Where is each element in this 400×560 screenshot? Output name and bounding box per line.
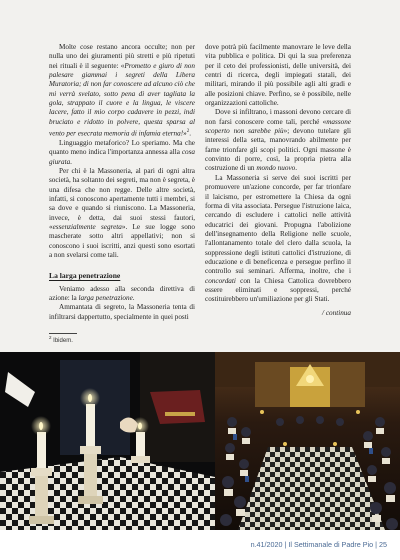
continued-marker: / continua xyxy=(322,308,351,317)
article-column-right xyxy=(205,43,351,318)
text-run: Ammantata di segreto, la Massoneria tenta di infiltrarsi dappertutto, specialmente in quei posti xyxy=(49,303,195,321)
paragraph-penetration-intro xyxy=(49,285,195,304)
italic-text: Prometto e giuro di non palesare giammai i segreti della Libera Muratoria; di non far conoscere ad alcuno ciò che mi verrà svelato, sotto pena di aver tagliata la gola, strappato il cuore e la lingua, le viscere lacere, fatto il mio corpo cadavere in pezzi, indi bruciato e ridotto in polvere, questa sparsa al vento per esecrata memoria di infamia eterna! xyxy=(49,61,195,138)
candles-photo xyxy=(0,352,215,530)
italic-text: larga penetrazione xyxy=(78,293,133,302)
text-run: Per chi è la Massoneria, al pari di ogni altra società, ha soltanto dei segreti, ma non è segreta, è una difesa che non regge. Delle altre società, infatti, si conoscono apertamente tutti i membri, si sa dove e quando si riuniscono. La Massoneria, invece, è detta, dai suoi stessi fautori, « xyxy=(49,166,195,231)
italic-text: mondo nuovo xyxy=(256,164,296,173)
text-run: dove potrà più facilmente manovrare le leve della vita pubblica e politica. Di qui la sua preferenza per il ceto dei professionisti, delle università, dei centri di ricerca, degli impiegati statali, dei militari, mirando il più possibile agli alti gradi e alle posizioni chiave. Perfino, se è possibile, nelle organizzazioni cattoliche. xyxy=(205,43,351,108)
lodge-hall-photo xyxy=(215,352,400,530)
masonic-photos xyxy=(0,352,400,530)
text-run: »; devono tutelare gli interessi della setta, manovrando abilmente per farne trionfare gli scopi politici. Ogni massone è convinto di porre, così, la propria pietra alla costruzione di un xyxy=(205,127,351,173)
paragraph-hidden-members xyxy=(205,108,351,173)
text-run: ». Le sue logge sono mascherate sotto altri appellativi; non si conoscono i suoi iscritti, anzi questi sono esortati a non svelarsi come tali. xyxy=(49,222,195,259)
text-run: Veniamo adesso alla seconda direttiva di azione: la xyxy=(49,284,195,302)
text-run: con la Chiesa Cattolica dovrebbero essere eliminati e soppressi, perché costituirebbero un'umiliazione per gli Stati. xyxy=(205,276,351,304)
issue-number: n.41/2020 xyxy=(250,540,283,549)
italic-text: concordati xyxy=(205,276,236,285)
text-run: Linguaggio metaforico? Lo speriamo. Ma che quanto meno indica l'importanza annessa alla xyxy=(49,138,195,157)
magazine-name: Il Settimanale di Padre Pio xyxy=(288,540,374,549)
section-heading: La larga penetrazione xyxy=(49,271,121,281)
paragraph-oath: Molte cose restano ancora occulte; non per nulla uno dei giuramenti più stretti e più ripetuti nei rituali è il seguente: «Prometto e giuro di non palesare giammai i segreti della Libera Muratoria; di non far conoscere ad alcuno ciò che mi verrà svelato, sotto pena di aver tagliata la gola, strappato il cuore e la lingua, le viscere lacere, fatto il mio corpo cadavere in pezzi, indi bruciato e ridotto in polvere, questa sparsa al vento per esecrata memoria di infamia eterna!»$^2$. xyxy=(49,43,195,138)
page-footer xyxy=(0,530,400,560)
text-run: Molte cose restano ancora occulte; non per nulla uno dei giuramenti più stretti e più ripetuti nei rituali è il seguente: « xyxy=(49,43,195,70)
paragraph-metaphor xyxy=(49,139,195,167)
paragraph-public-life xyxy=(205,43,351,108)
page-number: 25 xyxy=(379,540,387,549)
italic-text: cosa giurata xyxy=(49,148,195,166)
text-run: . xyxy=(132,293,135,302)
italic-text: massone scoperto non sarebbe più xyxy=(205,117,351,136)
footnote-marker: 2 xyxy=(186,129,190,135)
paragraph-laicism xyxy=(205,174,351,305)
paragraph-infiltration xyxy=(49,303,195,322)
text-run: Dove si infiltrano, i massoni devono cercare di non farsi conoscere come tali, perché « xyxy=(205,108,351,126)
footnote-divider xyxy=(49,333,77,334)
text-run: . xyxy=(70,157,72,166)
footnote: $^2$ Ibidem. xyxy=(49,335,73,344)
text-run: . xyxy=(295,164,298,173)
text-run: La Massoneria si serve dei suoi iscritti per promuovere un'azione concorde, per far trionfare il laicismo, per estromettere la Chiesa da ogni forma di vita associata. Persegue l'istruzione laica, cercando di escludere i cattolici nelle attività educatrici dei giovani. Propugna l'abolizione dell'insegnamento della Religione nelle scuole, l'allontanamento totale del clero dalla scuola, la soppressione degli istituti cattolici d'istruzione, di educazione e di beneficenza e persegue perfino il controllo sui seminari. Afferma, inoltre, che i xyxy=(205,173,351,276)
article-column-left xyxy=(49,43,195,322)
footer-credit: n.41/2020 | Il Settimanale di Padre Pio | 25 xyxy=(250,540,387,549)
text-run: » xyxy=(183,129,187,138)
paragraph-secret-society xyxy=(49,167,195,260)
italic-text: essenzialmente segreta xyxy=(52,222,122,231)
